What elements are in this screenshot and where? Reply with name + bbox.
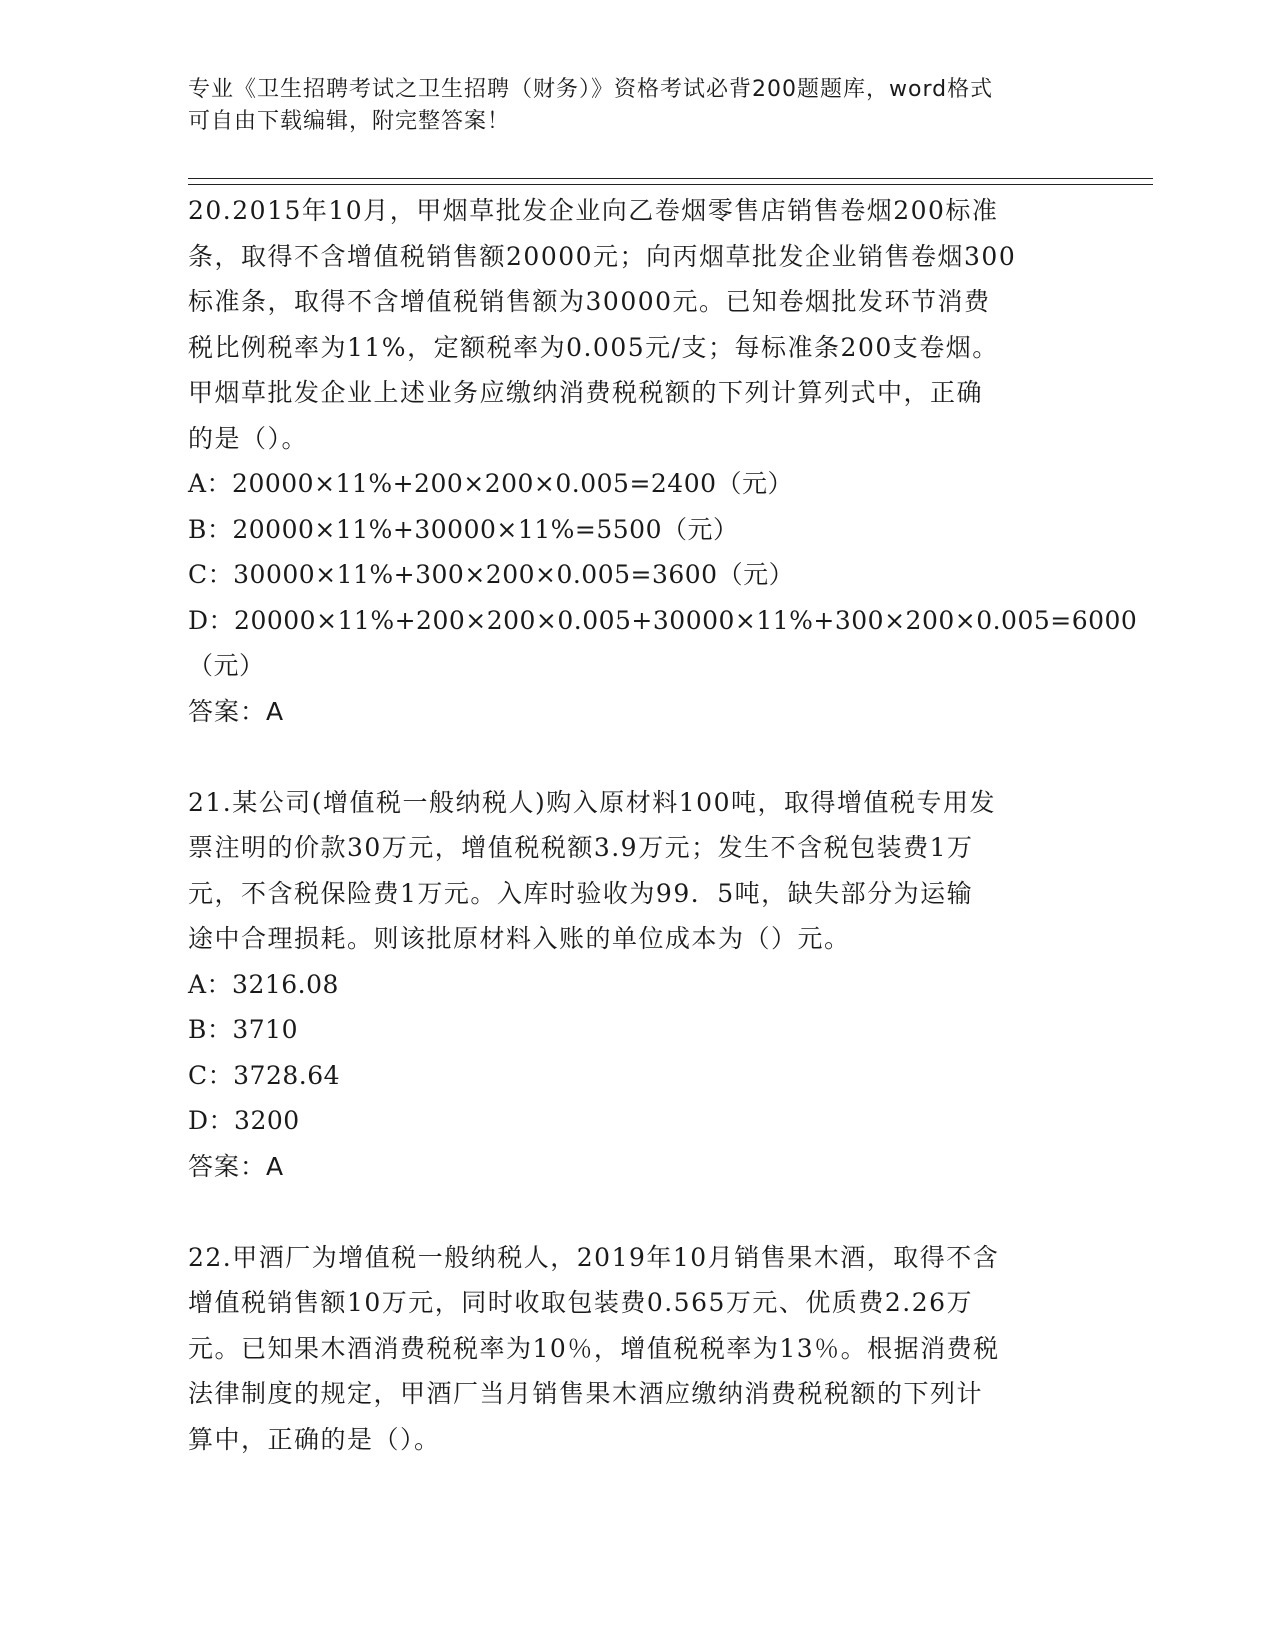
question-21 <box>188 780 1088 1190</box>
question-text-line: 算中，正确的是（）。 <box>188 1424 441 1454</box>
document-body <box>188 188 1138 1462</box>
answer-label: 答案：A <box>188 1151 285 1181</box>
option-b: B：20000×11%+30000×11%=5500（元） <box>188 514 739 544</box>
answer-label: 答案：A <box>188 696 285 726</box>
question-spacer <box>188 734 1088 780</box>
question-text-line: 税比例税率为11%，定额税率为0.005元/支；每标准条200支卷烟。 <box>188 332 999 362</box>
document-header <box>188 74 1078 138</box>
header-line: 专业《卫生招聘考试之卫生招聘（财务）》资格考试必背200题题库，word格式 <box>188 77 994 102</box>
question-spacer <box>188 1189 1088 1235</box>
option-a: A：20000×11%+200×200×0.005=2400（元） <box>188 469 794 498</box>
question-text-line: 条，取得不含增值税销售额20000元；向丙烟草批发企业销售卷烟300 <box>188 241 1017 271</box>
option-a: A：3216.08 <box>188 969 339 999</box>
option-d-continued: （元） <box>188 651 265 680</box>
question-20 <box>188 188 1138 734</box>
option-b: B：3710 <box>188 1015 298 1044</box>
question-text-line: 标准条，取得不含增值税销售额为30000元。已知卷烟批发环节消费 <box>188 287 991 316</box>
question-text-line: 20.2015年10月，甲烟草批发企业向乙卷烟零售店销售卷烟200标准 <box>188 196 999 225</box>
question-text-line: 元，不含税保险费1万元。入库时验收为99．5吨，缺失部分为运输 <box>188 878 974 908</box>
option-c: C：30000×11%+300×200×0.005=3600（元） <box>188 560 795 589</box>
question-text-line: 票注明的价款30万元，增值税税额3.9万元；发生不含税包装费1万 <box>188 833 974 862</box>
question-text-line: 元。已知果木酒消费税税率为10％，增值税税率为13％。根据消费税 <box>188 1333 1000 1363</box>
header-line: 可自由下载编辑，附完整答案！ <box>188 109 511 134</box>
option-d: D：3200 <box>188 1106 300 1135</box>
question-text-line: 增值税销售额10万元，同时收取包装费0.565万元、优质费2.26万 <box>188 1288 974 1317</box>
question-text-line: 途中合理损耗。则该批原材料入账的单位成本为（）元。 <box>188 924 851 953</box>
question-text-line: 21.某公司(增值税一般纳税人)购入原材料100吨，取得增值税专用发 <box>188 787 996 817</box>
question-22 <box>188 1235 1088 1463</box>
option-d: D：20000×11%+200×200×0.005+30000×11%+300×200×0.005=6000 <box>188 605 1138 635</box>
question-text-line: 甲烟草批发企业上述业务应缴纳消费税税额的下列计算列式中，正确 <box>188 378 984 407</box>
header-divider-top <box>188 178 1153 179</box>
question-text-line: 22.甲酒厂为增值税一般纳税人，2019年10月销售果木酒，取得不含 <box>188 1242 1000 1272</box>
question-text-line: 的是（）。 <box>188 423 309 453</box>
header-divider-bottom <box>188 184 1153 185</box>
option-c: C：3728.64 <box>188 1060 341 1090</box>
question-text-line: 法律制度的规定，甲酒厂当月销售果木酒应缴纳消费税税额的下列计 <box>188 1379 984 1408</box>
